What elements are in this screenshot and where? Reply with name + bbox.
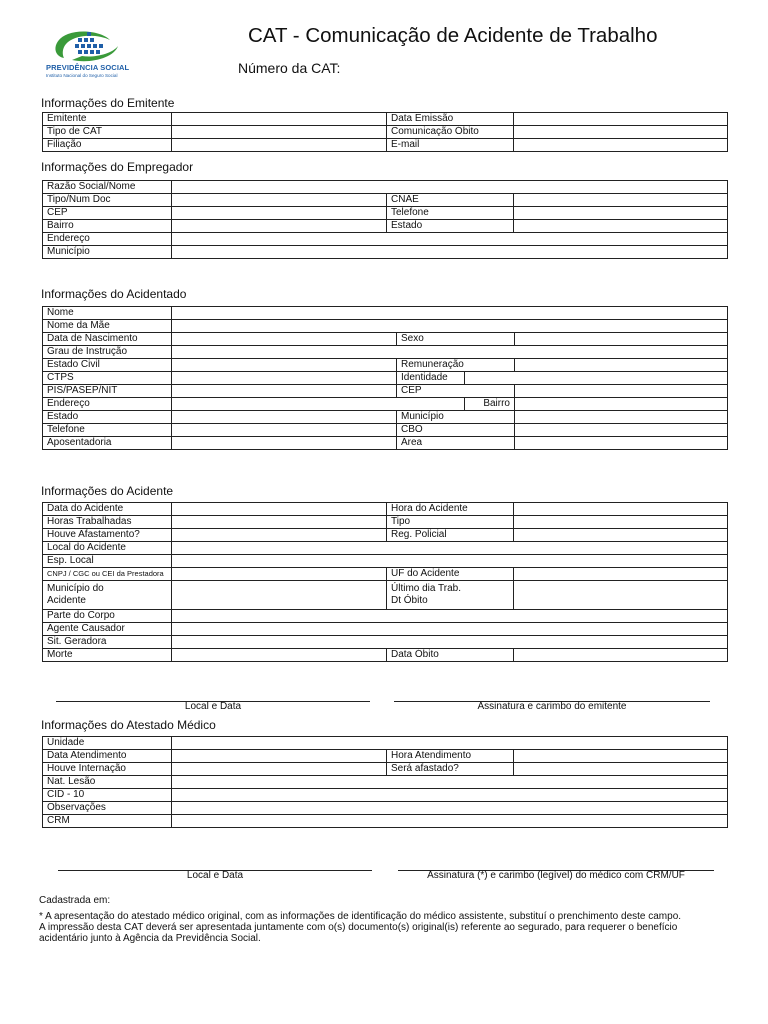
field-horas-trabalhadas[interactable] — [172, 516, 387, 529]
table-row — [43, 649, 728, 662]
field-morte[interactable] — [172, 649, 387, 662]
label-hora-acidente: Hora do Acidente — [387, 503, 514, 516]
table-row — [43, 346, 728, 359]
label-razao-social: Razão Social/Nome — [43, 181, 172, 194]
label-local-data: Local e Data — [184, 701, 242, 712]
field-local-acidente[interactable] — [172, 542, 728, 555]
label-cnae: CNAE — [387, 194, 514, 207]
field-data-obito[interactable] — [514, 649, 728, 662]
section-acidentado-heading: Informações do Acidentado — [41, 287, 187, 301]
label-emitente: Emitente — [43, 113, 172, 126]
cat-number-label: Número da CAT: — [238, 60, 341, 76]
table-row — [43, 503, 728, 516]
field-ultimo-dia[interactable] — [514, 581, 728, 610]
acidentado-table — [42, 306, 728, 450]
label-morte: Morte — [43, 649, 172, 662]
field-filiacao[interactable] — [172, 139, 387, 152]
label-agente-causador: Agente Causador — [43, 623, 172, 636]
field-estado-civil[interactable] — [172, 359, 397, 372]
section-empregador-heading: Informações do Empregador — [41, 160, 194, 174]
field-data-acidente[interactable] — [172, 503, 387, 516]
field-cep-acidentado[interactable] — [515, 385, 728, 398]
table-row — [43, 126, 728, 139]
table-row — [43, 568, 728, 581]
label-endereco-acidentado: Endereço — [43, 398, 172, 411]
table-row — [43, 581, 728, 610]
table-row — [43, 385, 728, 398]
label-ctps: CTPS — [43, 372, 172, 385]
field-cnae[interactable] — [514, 194, 728, 207]
label-area: Área — [397, 437, 515, 450]
field-endereco-acidentado[interactable] — [172, 398, 465, 411]
field-bairro-acidentado[interactable] — [515, 398, 728, 411]
label-cbo: CBO — [397, 424, 515, 437]
field-data-nascimento[interactable] — [172, 333, 397, 346]
field-tipo-num-doc[interactable] — [172, 194, 387, 207]
section-emitente-heading: Informações do Emitente — [41, 96, 175, 110]
field-agente-causador[interactable] — [172, 623, 728, 636]
label-pis: PIS/PASEP/NIT — [43, 385, 172, 398]
label-data-acidente: Data do Acidente — [43, 503, 172, 516]
table-row — [43, 207, 728, 220]
label-nome-mae: Nome da Mãe — [43, 320, 172, 333]
table-row — [43, 233, 728, 246]
table-row — [43, 333, 728, 346]
field-unidade[interactable] — [172, 737, 728, 750]
field-data-emissao[interactable] — [514, 113, 728, 126]
table-row — [43, 398, 728, 411]
label-observacoes: Observações — [43, 802, 172, 815]
table-row — [43, 220, 728, 233]
label-comunicacao-obito: Comunicação Óbito — [387, 126, 514, 139]
label-crm: CRM — [43, 815, 172, 828]
table-row — [43, 372, 728, 385]
label-data-obito: Data Óbito — [387, 649, 514, 662]
label-cep-acidentado: CEP — [397, 385, 515, 398]
label-municipio-acidente-l1: Município do — [47, 583, 104, 594]
label-aposentadoria: Aposentadoria — [43, 437, 172, 450]
label-remuneracao: Remuneração — [397, 359, 515, 372]
label-bairro: Bairro — [43, 220, 172, 233]
field-aposentadoria[interactable] — [172, 437, 397, 450]
field-cbo[interactable] — [515, 424, 728, 437]
field-tipo[interactable] — [514, 516, 728, 529]
section-acidente-heading: Informações do Acidente — [41, 484, 174, 498]
label-municipio-acidente-l2: Acidente — [47, 595, 86, 606]
table-row — [43, 610, 728, 623]
field-cnpj-prestadora[interactable] — [172, 568, 387, 581]
label-parte-corpo: Parte do Corpo — [43, 610, 172, 623]
field-cid[interactable] — [172, 789, 728, 802]
field-telefone[interactable] — [514, 207, 728, 220]
table-row — [43, 542, 728, 555]
field-pis[interactable] — [172, 385, 397, 398]
page-title: CAT - Comunicação de Acidente de Trabalho — [248, 24, 658, 47]
field-municipio-acidentado[interactable] — [515, 411, 728, 424]
footnote-line-3: acidentário junto à Agência da Previdência Social. — [39, 933, 261, 944]
field-identidade[interactable] — [465, 372, 728, 385]
field-hora-acidente[interactable] — [514, 503, 728, 516]
label-sexo: Sexo — [397, 333, 515, 346]
field-sit-geradora[interactable] — [172, 636, 728, 649]
label-horas-trabalhadas: Horas Trabalhadas — [43, 516, 172, 529]
label-ultimo-dia-l2: Dt Óbito — [391, 595, 428, 606]
field-crm[interactable] — [172, 815, 728, 828]
field-comunicacao-obito[interactable] — [514, 126, 728, 139]
label-houve-internacao: Houve Internação — [43, 763, 172, 776]
label-nome: Nome — [43, 307, 172, 320]
table-row — [43, 516, 728, 529]
label-sit-geradora: Sit. Geradora — [43, 636, 172, 649]
field-esp-local[interactable] — [172, 555, 728, 568]
label-ultimo-dia-l1: Último dia Trab. — [391, 583, 462, 594]
label-esp-local: Esp. Local — [43, 555, 172, 568]
label-email: E-mail — [387, 139, 514, 152]
field-nome[interactable] — [172, 307, 728, 320]
table-row — [43, 802, 728, 815]
label-reg-policial: Reg. Policial — [387, 529, 514, 542]
field-houve-afastamento[interactable] — [172, 529, 387, 542]
label-ultimo-dia — [387, 581, 514, 610]
field-sexo[interactable] — [515, 333, 728, 346]
cadastrada-em: Cadastrada em: — [39, 895, 111, 906]
label-hora-atendimento: Hora Atendimento — [387, 750, 514, 763]
field-estado[interactable] — [514, 220, 728, 233]
table-row — [43, 776, 728, 789]
label-filiacao: Filiação — [43, 139, 172, 152]
field-observacoes[interactable] — [172, 802, 728, 815]
label-bairro-acidentado: Bairro — [465, 398, 515, 411]
field-reg-policial[interactable] — [514, 529, 728, 542]
emitente-table — [42, 112, 728, 152]
field-municipio-acidente[interactable] — [172, 581, 387, 610]
field-parte-corpo[interactable] — [172, 610, 728, 623]
table-row — [43, 246, 728, 259]
field-endereco[interactable] — [172, 233, 728, 246]
table-row — [43, 529, 728, 542]
empregador-table — [42, 180, 728, 259]
atestado-table — [42, 736, 728, 828]
acidente-table — [42, 502, 728, 662]
table-row — [43, 194, 728, 207]
label-tipo-num-doc: Tipo/Num Doc — [43, 194, 172, 207]
label-assinatura-medico: Assinatura (*) e carimbo (legível) do médico com CRM/UF — [427, 870, 685, 881]
section-atestado-heading: Informações do Atestado Médico — [41, 718, 216, 732]
label-data-nascimento: Data de Nascimento — [43, 333, 172, 346]
label-municipio: Município — [43, 246, 172, 259]
label-estado-civil: Estado Civil — [43, 359, 172, 372]
field-razao-social[interactable] — [172, 181, 728, 194]
table-row — [43, 737, 728, 750]
label-telefone: Telefone — [387, 207, 514, 220]
label-tipo: Tipo — [387, 516, 514, 529]
label-estado: Estado — [387, 220, 514, 233]
label-uf-acidente: UF do Acidente — [387, 568, 514, 581]
label-identidade: Identidade — [397, 372, 465, 385]
field-tipo-cat[interactable] — [172, 126, 387, 139]
table-row — [43, 424, 728, 437]
field-estado-acidentado[interactable] — [172, 411, 397, 424]
label-municipio-acidente — [43, 581, 172, 610]
field-cep[interactable] — [172, 207, 387, 220]
label-sera-afastado: Será afastado? — [387, 763, 514, 776]
field-remuneracao[interactable] — [515, 359, 728, 372]
label-cid: CID - 10 — [43, 789, 172, 802]
label-endereco: Endereço — [43, 233, 172, 246]
label-municipio-acidentado: Município — [397, 411, 515, 424]
field-telefone-acidentado[interactable] — [172, 424, 397, 437]
field-hora-atendimento[interactable] — [514, 750, 728, 763]
field-email[interactable] — [514, 139, 728, 152]
table-row — [43, 307, 728, 320]
table-row — [43, 815, 728, 828]
label-local-data-medico: Local e Data — [186, 870, 244, 881]
table-row — [43, 411, 728, 424]
field-uf-acidente[interactable] — [514, 568, 728, 581]
label-cep: CEP — [43, 207, 172, 220]
table-row — [43, 636, 728, 649]
field-nome-mae[interactable] — [172, 320, 728, 333]
table-row — [43, 113, 728, 126]
field-data-atendimento[interactable] — [172, 750, 387, 763]
logo-brand-text: PREVIDÊNCIA SOCIAL — [46, 63, 130, 72]
table-row — [43, 359, 728, 372]
table-row — [43, 789, 728, 802]
field-ctps[interactable] — [172, 372, 397, 385]
table-row — [43, 623, 728, 636]
field-sera-afastado[interactable] — [514, 763, 728, 776]
table-row — [43, 437, 728, 450]
logo-emblem-icon — [42, 28, 152, 64]
label-tipo-cat: Tipo de CAT — [43, 126, 172, 139]
label-assinatura-emitente: Assinatura e carimbo do emitente — [477, 701, 627, 712]
label-nat-lesao: Nat. Lesão — [43, 776, 172, 789]
table-row — [43, 763, 728, 776]
table-row — [43, 555, 728, 568]
table-row — [43, 181, 728, 194]
label-unidade: Unidade — [43, 737, 172, 750]
label-local-acidente: Local do Acidente — [43, 542, 172, 555]
footnote-line-2: A impressão desta CAT deverá ser apresentada juntamente com o(s) documento(s) original(is) referente ao segurado, para requerer o benefício — [39, 922, 678, 933]
field-nat-lesao[interactable] — [172, 776, 728, 789]
label-data-emissao: Data Emissão — [387, 113, 514, 126]
footnote-line-1: * A apresentação do atestado médico original, com as informações de identificação do médico assistente, substituí o prenchimento deste campo. — [39, 911, 682, 922]
label-grau-instrucao: Grau de Instrução — [43, 346, 172, 359]
label-houve-afastamento: Houve Afastamento? — [43, 529, 172, 542]
label-estado-acidentado: Estado — [43, 411, 172, 424]
label-data-atendimento: Data Atendimento — [43, 750, 172, 763]
label-cnpj-prestadora: CNPJ / CGC ou CEI da Prestadora — [43, 568, 172, 581]
label-telefone-acidentado: Telefone — [43, 424, 172, 437]
table-row — [43, 750, 728, 763]
table-row — [43, 320, 728, 333]
logo-subtitle-text: Instituto Nacional do Seguro Social — [46, 73, 118, 78]
previdencia-logo — [42, 28, 152, 84]
table-row — [43, 139, 728, 152]
field-houve-internacao[interactable] — [172, 763, 387, 776]
field-municipio[interactable] — [172, 246, 728, 259]
field-emitente[interactable] — [172, 113, 387, 126]
field-grau-instrucao[interactable] — [172, 346, 728, 359]
field-area[interactable] — [515, 437, 728, 450]
field-bairro[interactable] — [172, 220, 387, 233]
